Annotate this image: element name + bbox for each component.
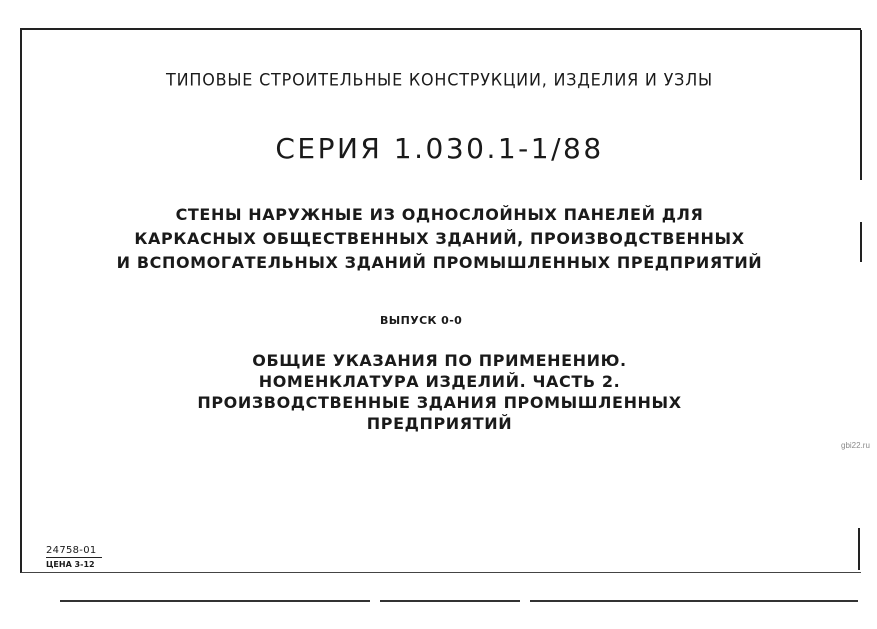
frame-edge-mark	[860, 222, 862, 262]
document-frame	[20, 28, 861, 573]
subtitle-line: ПРЕДПРИЯТИЙ	[366, 414, 513, 433]
document-header: ТИПОВЫЕ СТРОИТЕЛЬНЫЕ КОНСТРУКЦИИ, ИЗДЕЛИЯ И УЗЛЫ	[166, 69, 713, 90]
title-line: СТЕНЫ НАРУЖНЫЕ ИЗ ОДНОСЛОЙНЫХ ПАНЕЛЕЙ ДЛЯ	[175, 205, 704, 224]
catalog-stamp	[46, 545, 102, 569]
frame-edge-mark	[860, 30, 862, 180]
issue-label: ВЫПУСК 0-0	[380, 314, 463, 327]
series-number: СЕРИЯ 1.030.1-1/88	[275, 132, 604, 165]
stamp-number: 24758-01	[46, 545, 102, 558]
frame-edge-mark	[858, 528, 860, 570]
bottom-rule	[380, 600, 520, 602]
subtitle-line: НОМЕНКЛАТУРА ИЗДЕЛИЙ. ЧАСТЬ 2.	[258, 372, 621, 391]
title-line: КАРКАСНЫХ ОБЩЕСТВЕННЫХ ЗДАНИЙ, ПРОИЗВОДСТВЕННЫХ	[134, 229, 745, 248]
watermark-text: gbi22.ru	[841, 441, 870, 450]
bottom-rule	[60, 600, 370, 602]
subtitle-line: ОБЩИЕ УКАЗАНИЯ ПО ПРИМЕНЕНИЮ.	[252, 351, 627, 370]
title-line: И ВСПОМОГАТЕЛЬНЫХ ЗДАНИЙ ПРОМЫШЛЕННЫХ ПРЕДПРИЯТИЙ	[116, 253, 763, 272]
stamp-price: ЦЕНА 3-12	[46, 560, 95, 569]
document-title	[20, 203, 859, 275]
bottom-rule	[530, 600, 858, 602]
document-subtitle	[20, 350, 859, 434]
subtitle-line: ПРОИЗВОДСТВЕННЫЕ ЗДАНИЯ ПРОМЫШЛЕННЫХ	[197, 393, 682, 412]
